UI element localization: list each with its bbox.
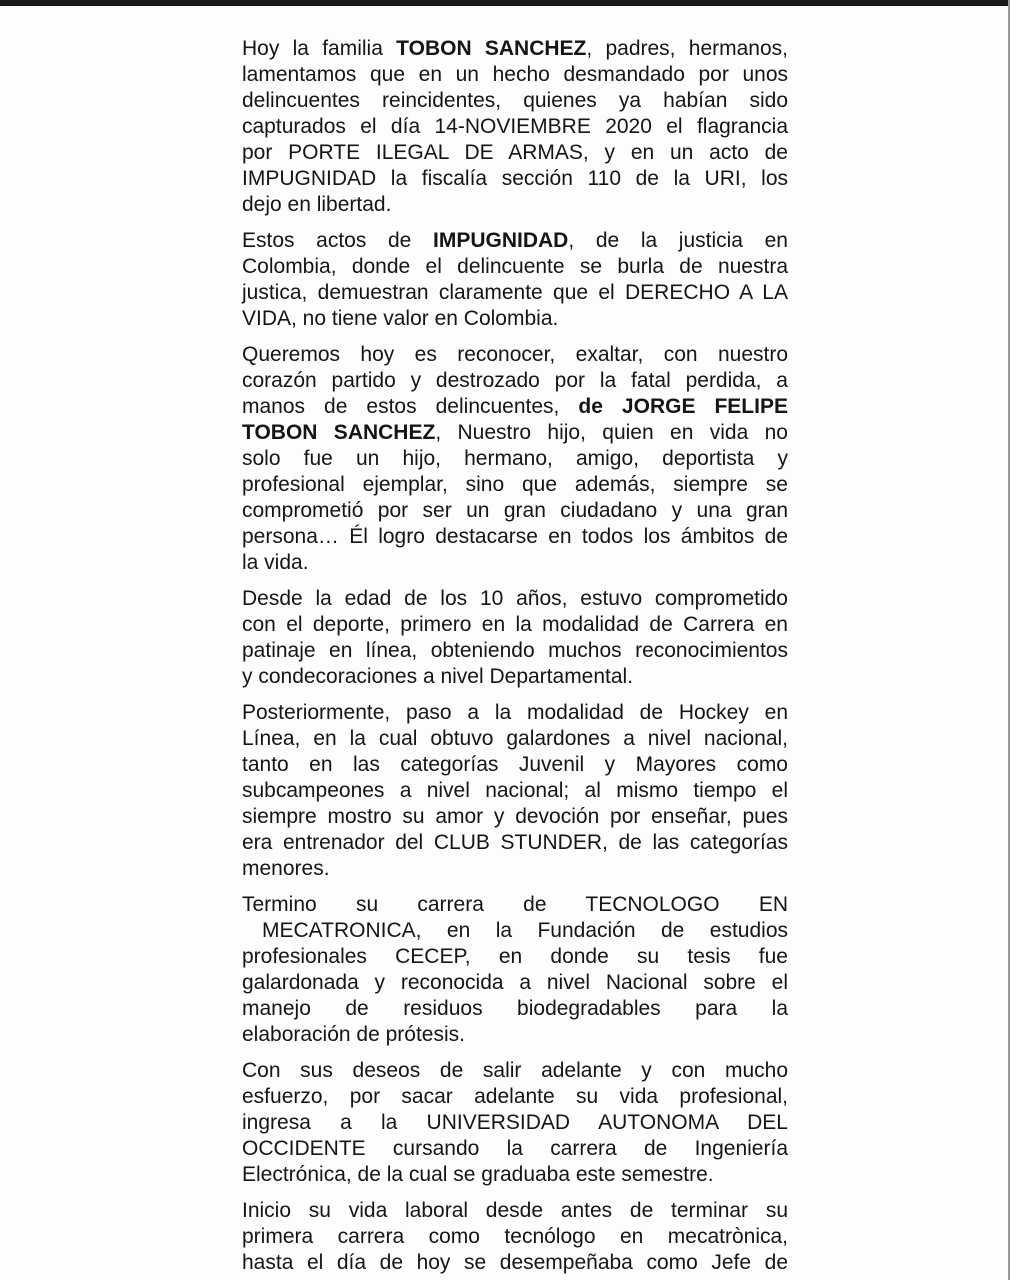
text-run: , Nuestro hijo, quien en vida no	[435, 421, 788, 444]
text-run: galardonada y reconocida a nivel Nacional sobre el	[242, 971, 788, 994]
text-line	[242, 254, 788, 280]
text-run: dejo en libertad.	[242, 193, 392, 216]
text-line	[242, 62, 788, 88]
paragraph	[242, 36, 788, 218]
text-run: profesional ejemplar, sino que además, siempre se	[242, 473, 788, 496]
text-run: tanto en las categorías Juvenil y Mayores como	[242, 753, 788, 776]
text-line	[242, 830, 788, 856]
text-run: manejo de residuos biodegradables para la	[242, 997, 788, 1020]
text-line	[242, 342, 788, 368]
text-run: primera carrera como tecnólogo en mecatrònica,	[242, 1225, 788, 1248]
text-line	[242, 586, 788, 612]
text-run: Posteriormente, paso a la modalidad de Hockey en	[242, 701, 788, 724]
text-line	[242, 1136, 788, 1162]
text-run: hasta el día de hoy se desempeñaba como Jefe de	[242, 1251, 788, 1274]
text-line	[242, 550, 788, 576]
document-body	[242, 36, 788, 1280]
text-run: Termino su carrera de TECNOLOGO EN	[242, 893, 788, 916]
text-run: IMPUGNIDAD la fiscalía sección 110 de la URI, los	[242, 167, 788, 190]
paragraph	[242, 342, 788, 576]
text-run: siempre mostro su amor y devoción por enseñar, pues	[242, 805, 788, 828]
text-line	[242, 918, 788, 944]
text-line	[242, 970, 788, 996]
text-line	[242, 88, 788, 114]
text-run: solo fue un hijo, hermano, amigo, deportista y	[242, 447, 788, 470]
text-run: manos de estos delincuentes,	[242, 395, 579, 418]
paragraph	[242, 700, 788, 882]
text-run: MECATRONICA, en la Fundación de estudios	[262, 919, 788, 942]
text-line	[242, 1250, 788, 1276]
text-run: , padres, hermanos,	[586, 37, 788, 60]
text-line	[242, 1022, 788, 1048]
page-right-edge	[1008, 0, 1024, 1280]
text-run: capturados el día 14-NOVIEMBRE 2020 el flagrancia	[242, 115, 788, 138]
text-run: Desde la edad de los 10 años, estuvo comprometido	[242, 587, 788, 610]
bold-text: TOBON SANCHEZ	[242, 421, 436, 444]
text-line	[242, 228, 788, 254]
text-run: subcampeones a nivel nacional; al mismo tiempo el	[242, 779, 788, 802]
paragraph	[242, 892, 788, 1048]
text-line	[242, 664, 788, 690]
text-run: Hoy la familia	[242, 37, 397, 60]
text-line	[242, 1224, 788, 1250]
text-line	[242, 638, 788, 664]
text-run: OCCIDENTE cursando la carrera de Ingeniería	[242, 1137, 788, 1160]
text-line	[242, 1084, 788, 1110]
text-run: Queremos hoy es reconocer, exaltar, con nuestro	[242, 343, 788, 366]
text-line	[242, 192, 788, 218]
paragraph	[242, 1198, 788, 1276]
text-line	[242, 140, 788, 166]
text-line	[242, 498, 788, 524]
text-run: corazón partido y destrozado por la fatal perdida, a	[242, 369, 788, 392]
text-run: y condecoraciones a nivel Departamental.	[242, 665, 634, 688]
text-line	[242, 446, 788, 472]
text-line	[242, 1110, 788, 1136]
text-line	[242, 166, 788, 192]
text-run: Inicio su vida laboral desde antes de terminar su	[242, 1199, 788, 1222]
text-line	[242, 114, 788, 140]
text-run: patinaje en línea, obteniendo muchos reconocimientos	[242, 639, 788, 662]
text-line	[242, 778, 788, 804]
text-run: Colombia, donde el delincuente se burla de nuestra	[242, 255, 788, 278]
paragraph	[242, 228, 788, 332]
text-run: VIDA, no tiene valor en Colombia.	[242, 307, 559, 330]
text-run: la vida.	[242, 551, 309, 574]
text-run: justica, demuestran claramente que el DERECHO A LA	[242, 281, 788, 304]
text-line	[242, 472, 788, 498]
text-line	[242, 36, 788, 62]
text-line	[242, 944, 788, 970]
text-run: elaboración de prótesis.	[242, 1023, 465, 1046]
text-run: esfuerzo, por sacar adelante su vida profesional,	[242, 1085, 788, 1108]
text-run: , de la justicia en	[568, 229, 788, 252]
text-line	[242, 700, 788, 726]
text-run: era entrenador del CLUB STUNDER, de las categorías	[242, 831, 788, 854]
text-line	[242, 1162, 788, 1188]
text-run: Estos actos de	[242, 229, 433, 252]
text-run: delincuentes reincidentes, quienes ya habían sido	[242, 89, 788, 112]
paragraph	[242, 586, 788, 690]
text-run: Línea, en la cual obtuvo galardones a nivel nacional,	[242, 727, 788, 750]
text-run: comprometió por ser un gran ciudadano y una gran	[242, 499, 788, 522]
text-line	[242, 306, 788, 332]
text-line	[242, 612, 788, 638]
text-run: profesionales CECEP, en donde su tesis fue	[242, 945, 788, 968]
text-line	[242, 856, 788, 882]
text-line	[242, 804, 788, 830]
text-run: Con sus deseos de salir adelante y con mucho	[242, 1059, 788, 1082]
text-line	[242, 892, 788, 918]
top-border-rule	[0, 0, 1024, 6]
bold-text: TOBON SANCHEZ	[396, 37, 587, 60]
text-line	[242, 368, 788, 394]
text-run: ingresa a la UNIVERSIDAD AUTONOMA DEL	[242, 1111, 788, 1134]
bold-text: de JORGE FELIPE	[578, 395, 788, 418]
text-line	[242, 524, 788, 550]
text-run: Electrónica, de la cual se graduaba este semestre.	[242, 1163, 714, 1186]
text-line	[242, 726, 788, 752]
text-line	[242, 1058, 788, 1084]
text-run: con el deporte, primero en la modalidad de Carrera en	[242, 613, 788, 636]
text-run: lamentamos que en un hecho desmandado por unos	[242, 63, 788, 86]
text-run: menores.	[242, 857, 330, 880]
text-run: por PORTE ILEGAL DE ARMAS, y en un acto de	[242, 141, 788, 164]
paragraph	[242, 1058, 788, 1188]
bold-text: IMPUGNIDAD	[433, 229, 569, 252]
text-line	[242, 420, 788, 446]
text-run: persona… Él logro destacarse en todos los ámbitos de	[242, 525, 788, 548]
text-line	[242, 394, 788, 420]
text-line	[242, 752, 788, 778]
text-line	[242, 280, 788, 306]
text-line	[242, 996, 788, 1022]
text-line	[242, 1198, 788, 1224]
